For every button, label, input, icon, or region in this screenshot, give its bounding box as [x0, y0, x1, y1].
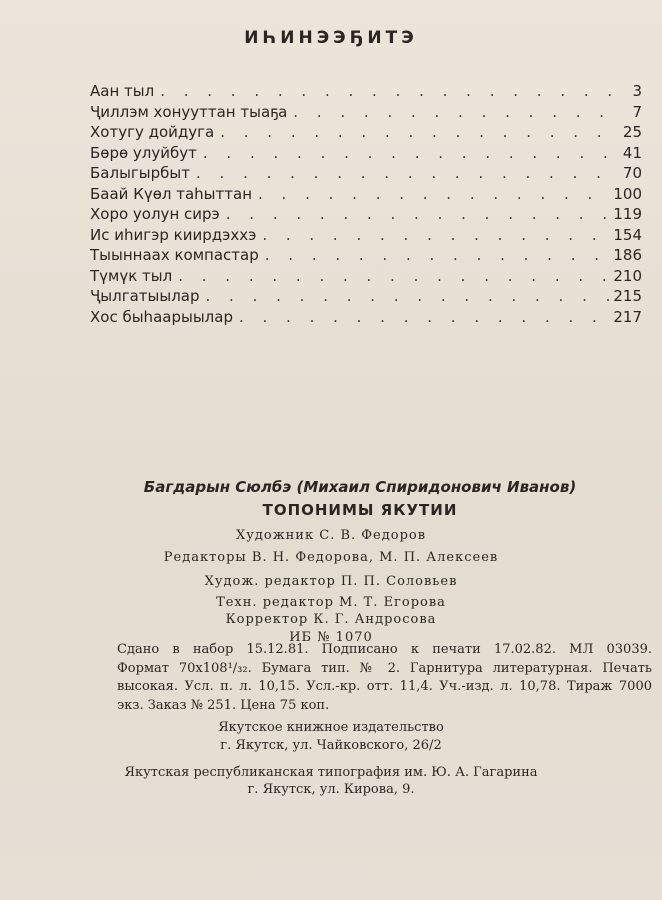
publication-line: Сдано в набор 15.12.81. Подписано к печати 17.02.82. МЛ 03039. — [117, 642, 652, 657]
publication-details — [117, 641, 652, 715]
toc-entry — [90, 122, 642, 143]
toc-entry — [90, 225, 642, 246]
toc-entry-page: 154 — [613, 225, 642, 244]
leader-dots — [160, 81, 614, 102]
toc-entry-page: 3 — [632, 82, 642, 100]
leader-dots — [206, 286, 612, 307]
printer-name: Якутская республиканская типография им. Ю. А. Гагарина — [124, 765, 538, 780]
leader-dots — [203, 143, 614, 164]
toc-entry — [90, 286, 642, 307]
toc-entry-page: 41 — [622, 143, 642, 162]
printer-address: г. Якутск, ул. Кирова, 9. — [247, 782, 415, 797]
publisher-name: Якутское книжное издательство — [218, 720, 444, 735]
publication-line: Формат 70х108¹/₃₂. Бумага тип. № 2. Гарнитура литературная. Печать — [117, 660, 652, 676]
leader-dots — [178, 266, 611, 287]
leader-dots — [258, 184, 611, 205]
artist-credit: Художник С. В. Федоров — [235, 528, 427, 543]
toc-entry — [90, 184, 642, 205]
toc-entry-title: Хоро уолун сирэ — [90, 205, 220, 223]
toc-entry — [90, 266, 642, 287]
toc-entry-title: Ҷылгатыылар — [90, 287, 200, 305]
toc-entry-title: Тыыннаах компастар — [90, 246, 259, 264]
toc-entry-title: Ис иһигэр киирдэххэ — [90, 225, 257, 244]
table-of-contents — [90, 81, 642, 327]
art-editor-credit: Худож. редактор П. П. Соловьев — [204, 574, 458, 589]
publication-line: экз. Заказ № 251. Цена 75 коп. — [117, 697, 330, 713]
toc-entry-page: 215 — [613, 287, 642, 305]
publication-line: высокая. Усл. п. л. 10,15. Усл.-кр. отт. 11,4. Уч.-изд. л. 10,78. Тираж 7000 — [117, 679, 652, 694]
publisher-address: г. Якутск, ул. Чайковского, 26/2 — [220, 738, 442, 753]
toc-entry-title: Хос быһаарыылар — [90, 307, 233, 326]
book-title: ТОПОНИМЫ ЯКУТИИ — [262, 501, 458, 519]
author-line: Багдарын Сюлбэ (Михаил Спиридонович Иванов) — [143, 478, 577, 496]
toc-entry-page: 210 — [613, 266, 642, 285]
toc-entry-page: 217 — [613, 307, 642, 326]
toc-entry — [90, 204, 642, 225]
leader-dots — [226, 204, 612, 225]
toc-entry-page: 100 — [613, 184, 642, 203]
toc-entry-title: Түмүк тыл — [90, 266, 173, 285]
toc-entry — [90, 307, 642, 328]
toc-entry-page: 186 — [613, 246, 642, 264]
tech-editor-credit: Техн. редактор М. Т. Егорова — [216, 595, 446, 610]
toc-entry-page: 25 — [622, 123, 642, 141]
leader-dots — [293, 102, 614, 123]
leader-dots — [220, 122, 614, 143]
toc-entry-page: 119 — [613, 205, 642, 223]
toc-entry — [90, 245, 642, 266]
ib-number: ИБ № 1070 — [289, 630, 373, 645]
toc-entry-title: Бөрө улуйбут — [90, 143, 197, 162]
toc-heading: ИҺИНЭЭҔИТЭ — [244, 28, 418, 48]
toc-entry — [90, 143, 642, 164]
toc-entry-title: Баай Күөл таһыттан — [90, 184, 253, 203]
editors-credit: Редакторы В. Н. Федорова, М. П. Алексеев — [163, 550, 499, 565]
toc-entry-title: Балыгырбыт — [90, 164, 190, 182]
leader-dots — [265, 245, 612, 266]
toc-entry — [90, 163, 642, 184]
leader-dots — [262, 225, 611, 246]
toc-entry-page: 7 — [632, 102, 642, 121]
toc-entry-title: Аан тыл — [90, 82, 155, 100]
toc-entry — [90, 102, 642, 123]
toc-entry-title: Хотугу дойдуга — [90, 123, 215, 141]
proofreader-credit: Корректор К. Г. Андросова — [225, 612, 437, 627]
toc-entry — [90, 81, 642, 102]
toc-entry-title: Ҷиллэм хонууттан тыаҕа — [90, 102, 288, 121]
toc-entry-page: 70 — [622, 164, 642, 182]
leader-dots — [196, 163, 614, 184]
leader-dots — [239, 307, 611, 328]
